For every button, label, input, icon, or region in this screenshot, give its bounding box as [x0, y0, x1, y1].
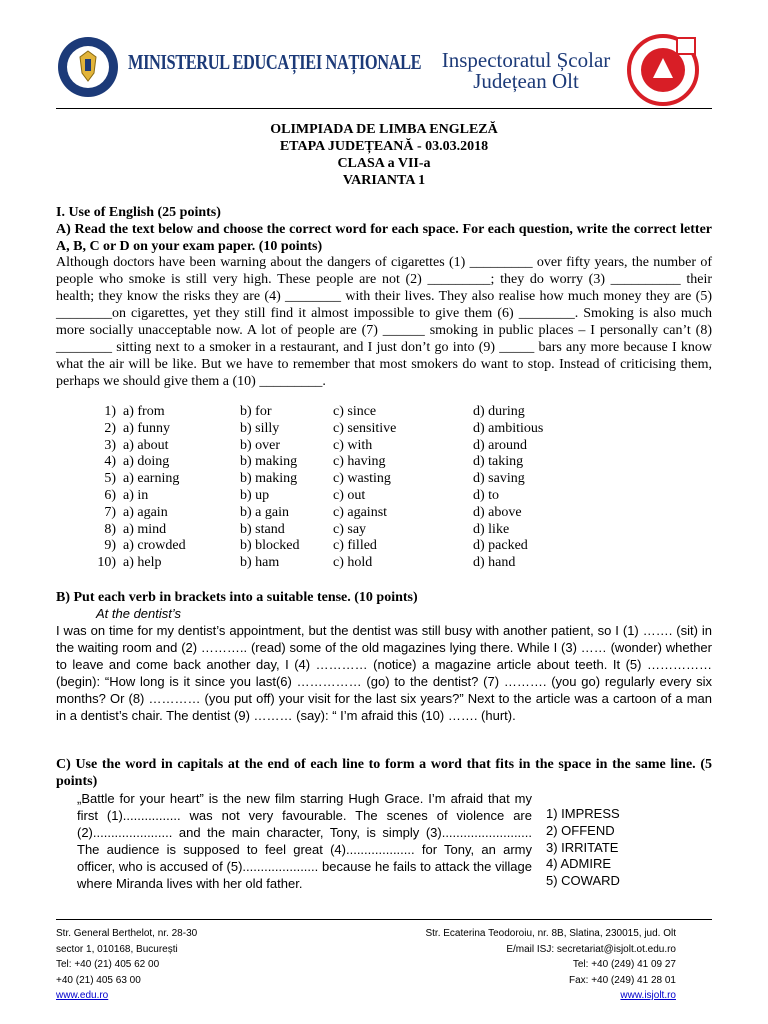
- list-item: 4) ADMIRE: [546, 856, 612, 872]
- answer-option: b) stand: [240, 521, 285, 537]
- option-row: [56, 421, 712, 438]
- option-row: [56, 505, 712, 522]
- answer-option: b) blocked: [240, 538, 300, 554]
- list-item: 2) OFFEND: [546, 822, 615, 838]
- answer-option: b) for: [240, 404, 272, 419]
- footer-ministry-contact: Str. General Berthelot, nr. 28-30 sector 1, 010168, București Tel: +40 (21) 405 62 00 +40 (21) 405 63 00 www.edu.ro: [56, 926, 197, 1004]
- answer-option: c) with: [333, 437, 373, 453]
- option-row: [56, 555, 712, 572]
- stage-title: ETAPA JUDEȚEANĂ - 03.03.2018: [279, 139, 489, 154]
- answer-option: c) against: [333, 504, 388, 520]
- section-heading: I. Use of English (25 points): [56, 205, 221, 220]
- isj-website-link[interactable]: www.isjolt.ro: [620, 990, 676, 1001]
- question-number: 3): [104, 437, 116, 453]
- option-row: [56, 471, 712, 488]
- options-table: [56, 404, 712, 572]
- question-number: 9): [104, 538, 116, 554]
- class-title: CLASA a VII-a: [337, 156, 431, 171]
- answer-option: a) funny: [123, 420, 171, 436]
- answer-option: d) around: [473, 437, 528, 453]
- answer-option: c) say: [333, 521, 367, 537]
- part-b-subtitle: At the dentist’s: [96, 606, 182, 621]
- question-number: 7): [104, 504, 116, 520]
- part-b-instruction: B) Put each verb in brackets into a suitable tense. (10 points): [56, 590, 418, 605]
- inspectorate-logo: [625, 32, 701, 108]
- answer-option: d) taking: [473, 454, 524, 470]
- answer-option: d) to: [473, 487, 500, 503]
- option-row: [56, 438, 712, 455]
- answer-option: b) making: [240, 471, 298, 487]
- variant-title: VARIANTA 1: [342, 173, 426, 188]
- answer-option: a) about: [123, 437, 169, 453]
- question-number: 5): [104, 471, 116, 487]
- answer-option: d) during: [473, 404, 525, 419]
- answer-option: a) earning: [123, 471, 180, 487]
- option-row: [56, 538, 712, 555]
- answer-option: b) making: [240, 454, 298, 470]
- answer-option: a) in: [123, 487, 149, 503]
- answer-option: c) filled: [333, 538, 377, 554]
- answer-option: b) a gain: [240, 504, 289, 520]
- question-number: 10): [97, 555, 116, 571]
- question-number: 6): [104, 487, 116, 503]
- list-item: 1) IMPRESS: [546, 806, 620, 821]
- question-number: 4): [104, 454, 116, 470]
- part-c-instruction: C) Use the word in capitals at the end of each line to form a word that fits in the space in the same line. (5 points): [56, 757, 712, 789]
- option-row: [56, 454, 712, 471]
- inspectorate-title: Inspectoratul Școlar Județean Olt: [441, 48, 611, 93]
- footer-isj-contact: Str. Ecaterina Teodoroiu, nr. 8B, Slatina, 230015, jud. Olt E/mail ISJ: secretariat@isjolt.ot.edu.ro Tel: +40 (249) 41 09 27 Fax: +40 (249) 41 28 01 www.isjolt.ro: [356, 926, 676, 1004]
- answer-option: c) having: [333, 454, 386, 470]
- option-row: [56, 404, 712, 421]
- answer-option: d) hand: [473, 555, 516, 571]
- answer-option: b) ham: [240, 555, 280, 571]
- part-c-text: „Battle for your heart” is the new film starring Hugh Grace. I’m afraid that my first (1)................ was not very favourable. The scenes of violence are (2)...................... and the main character, Tony, is simply (3)......................... The audience is supposed to feel great (4)................... for Tony, an army officer, who is accused of (5)..................... because he fails to attack the village where Miranda lives with her old father.: [77, 791, 532, 891]
- ministry-website-link[interactable]: www.edu.ro: [56, 990, 109, 1001]
- question-number: 1): [104, 404, 116, 419]
- answer-option: d) above: [473, 504, 522, 520]
- answer-option: a) mind: [123, 521, 167, 537]
- answer-option: b) over: [240, 437, 281, 453]
- ministry-title: MINISTERUL EDUCAȚIEI NAȚIONALE: [128, 50, 422, 74]
- answer-option: c) sensitive: [333, 420, 397, 436]
- part-a-instruction: A) Read the text below and choose the correct word for each space. For each question, write the correct letter A, B, C or D on your exam paper. (10 points): [56, 222, 712, 254]
- answer-option: a) again: [123, 504, 168, 520]
- option-row: [56, 522, 712, 539]
- list-item: 5) COWARD: [546, 873, 620, 889]
- list-item: 3) IRRITATE: [546, 839, 619, 855]
- part-c-word-list: [546, 806, 620, 890]
- olympiad-title: OLIMPIADA DE LIMBA ENGLEZĂ: [270, 122, 498, 137]
- answer-option: c) hold: [333, 555, 373, 571]
- header-divider: [56, 108, 712, 109]
- answer-option: d) ambitious: [473, 420, 544, 436]
- answer-option: a) from: [123, 404, 165, 419]
- option-row: [56, 488, 712, 505]
- answer-option: d) packed: [473, 538, 528, 554]
- answer-option: d) saving: [473, 471, 525, 487]
- answer-option: a) help: [123, 555, 162, 571]
- answer-option: b) silly: [240, 420, 280, 436]
- answer-option: c) since: [333, 404, 377, 419]
- answer-option: b) up: [240, 487, 270, 503]
- answer-option: c) out: [333, 487, 366, 503]
- answer-option: a) doing: [123, 454, 170, 470]
- question-number: 8): [104, 521, 116, 537]
- answer-option: d) like: [473, 521, 510, 537]
- government-crest-logo: [56, 35, 120, 99]
- part-b-text: I was on time for my dentist’s appointment, but the dentist was still busy with another patient, so I (1) ……. (sit) in the waiting room and (2) ……….. (read) some of the old magazines lying there. While I (3) …… (wonder) whether to leave and come back another day, I (4) ………… (notice) a magazine article about teeth. It (5) …………… (begin): “How long is it since you last(6) …………… (go) to the dentist? (7) ………. (you go) regularly every six months? Or (8) ………… (you put off) your visit for the last six years?” Next to the article was a cartoon of a man in a dentist’s chair. The dentist (9) ……… (say): “ I’m afraid this (10) ……. (hurt).: [56, 623, 712, 723]
- question-number: 2): [104, 420, 116, 436]
- answer-option: a) crowded: [123, 538, 186, 554]
- answer-option: c) wasting: [333, 471, 391, 487]
- footer-divider: [56, 919, 712, 920]
- part-a-text: Although doctors have been warning about the dangers of cigarettes (1) _________ over fifty years, the number of people who smoke is still very high. These people are not (2) _________; they do worry (3) __________ their health; they know the risks they are (4) ________ with their lives. They also realise how much money they are (5) ________on cigarettes, yet they still find it almost impossible to give them (6) ________. Smoking is also much more socially unacceptable now. A lot of people are (7) ______ smoking in public places – I personally can’t (8) ________ sitting next to a smoker in a restaurant, and I just don’t go into (9) _____ bars any more because I know what the air will be like. But we have to remember that most smokers do want to stop. Instead of criticising them, perhaps we should give them a (10) _________.: [56, 255, 712, 389]
